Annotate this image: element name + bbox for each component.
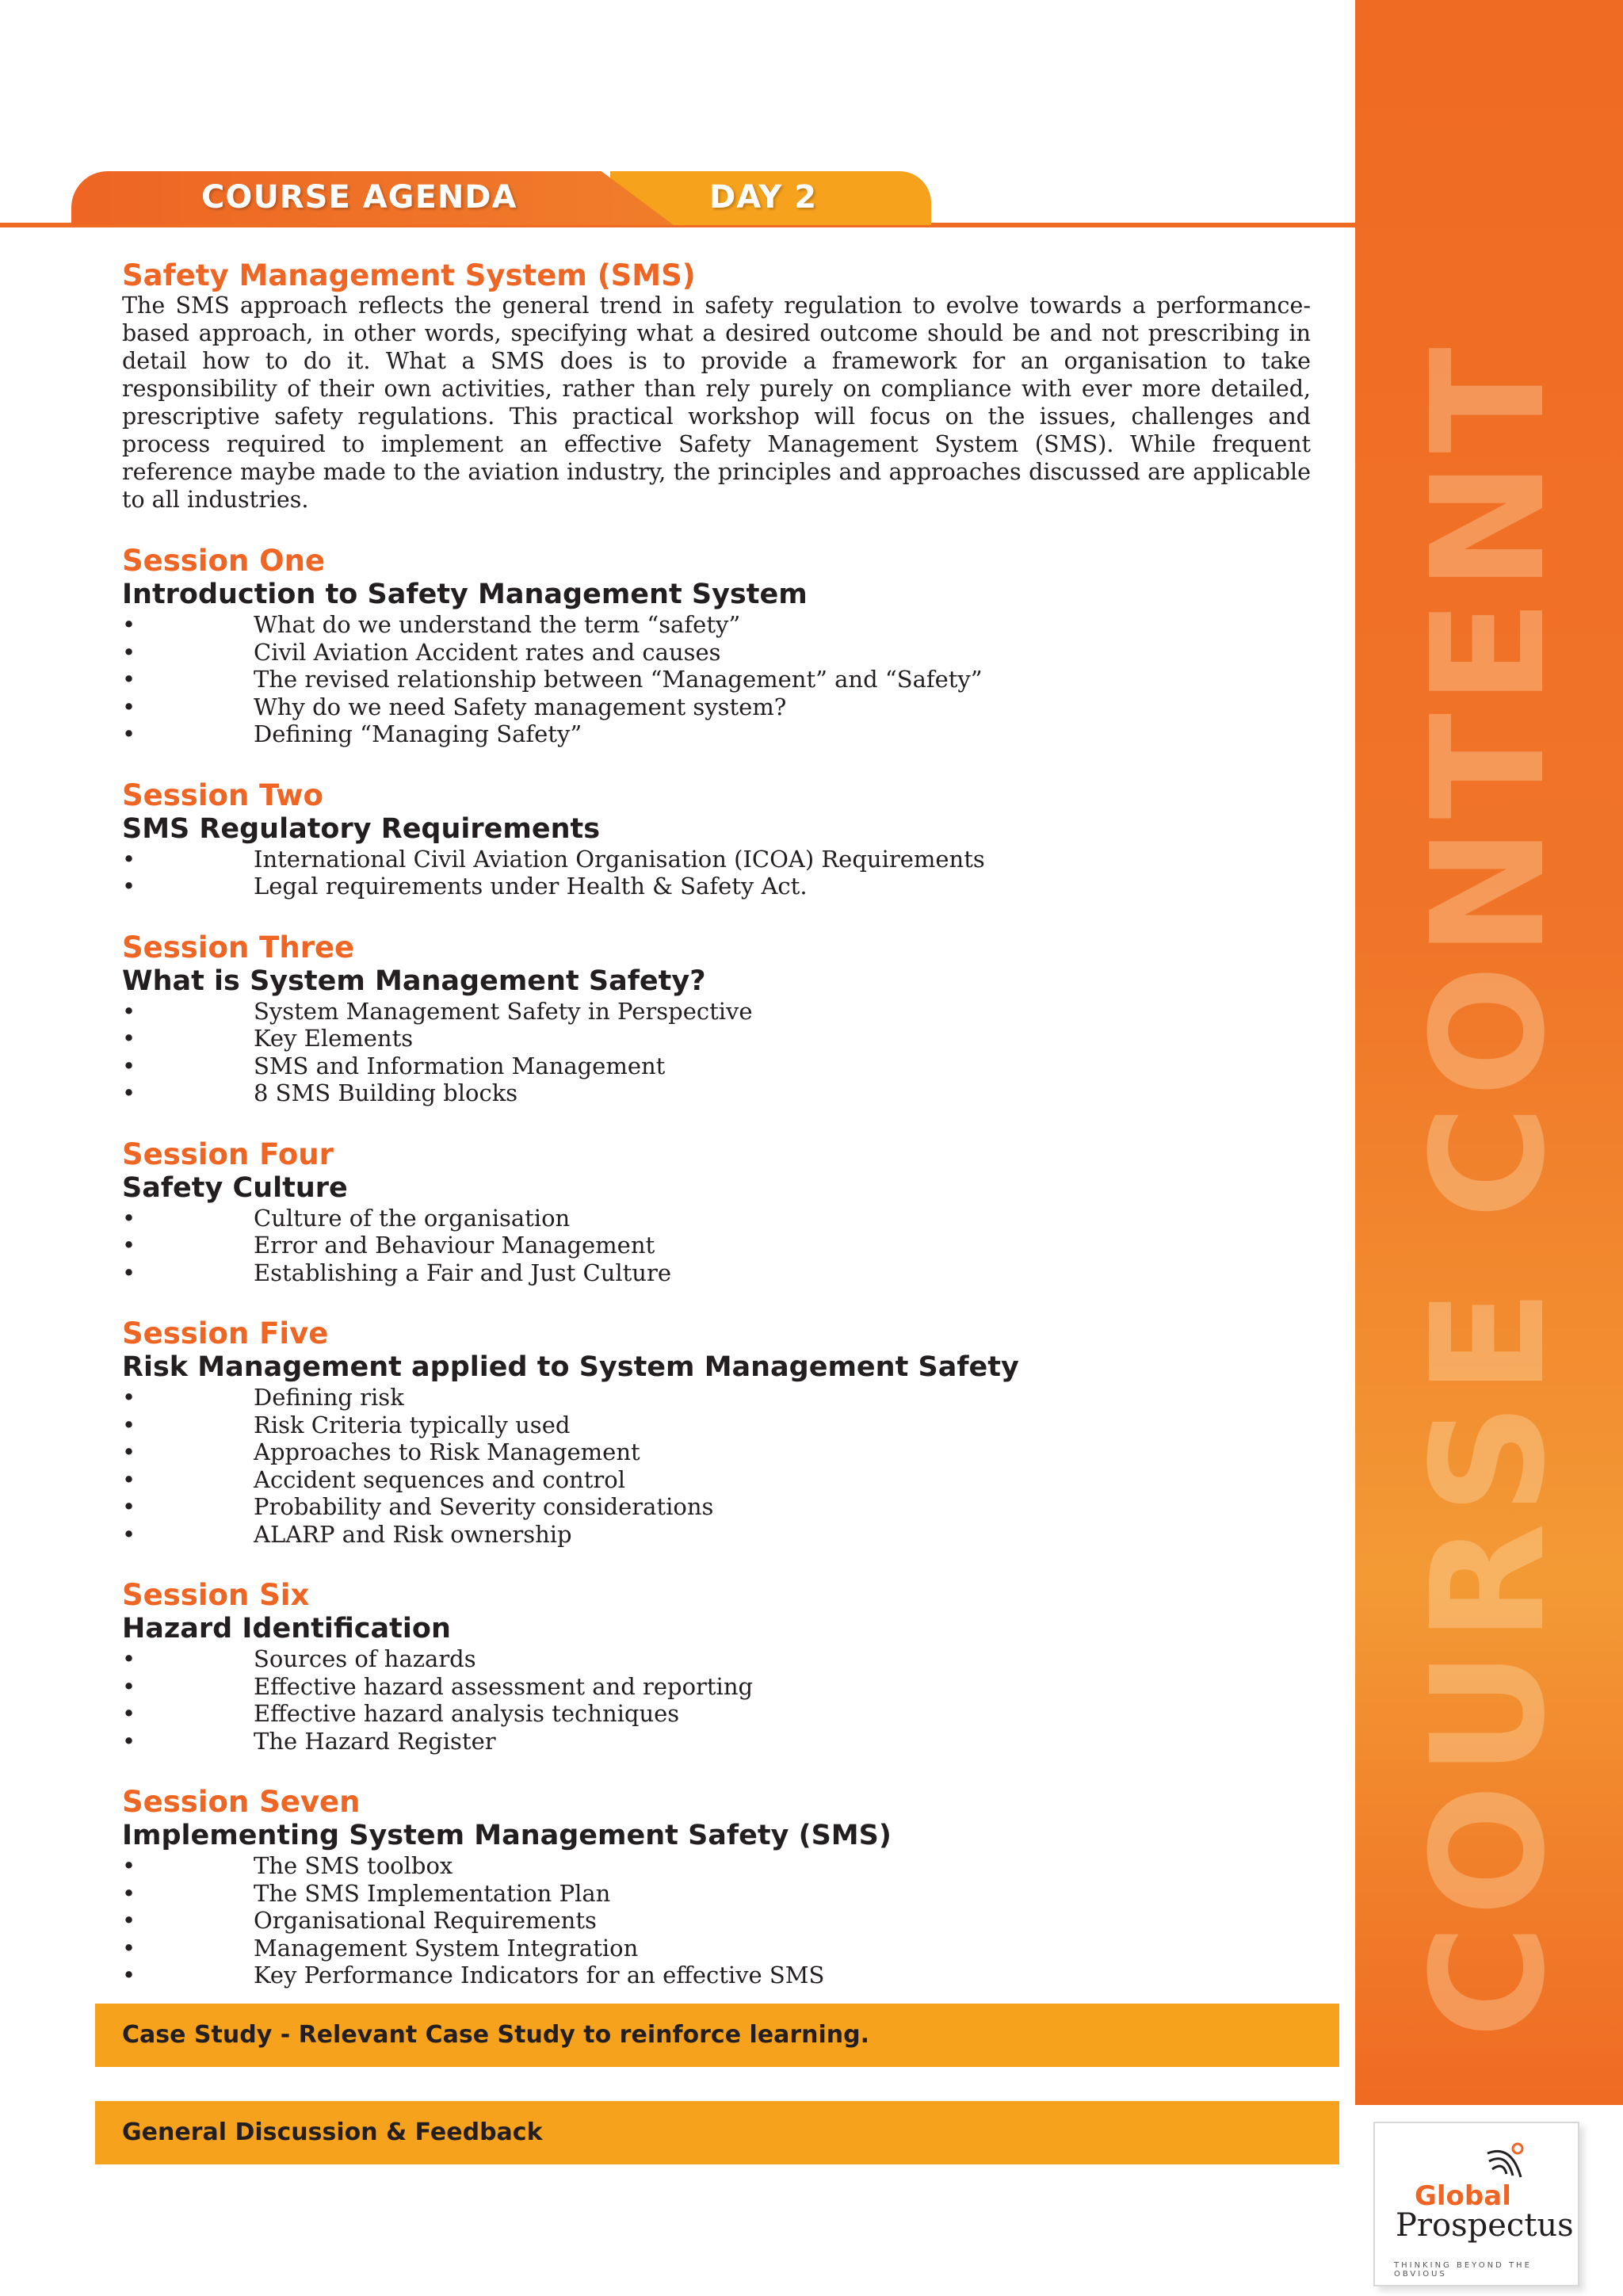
session-title: Session One (122, 544, 326, 578)
topic-text: Effective hazard analysis techniques (254, 1700, 680, 1727)
topic-text: Key Performance Indicators for an effective SMS (254, 1962, 825, 1988)
topic-text: Accident sequences and control (254, 1465, 625, 1493)
topic-list-item (122, 693, 1311, 721)
topic-list-item (122, 1412, 1311, 1439)
topic-list-item (122, 1880, 1311, 1908)
topic-list-item (122, 1852, 1311, 1880)
case-study-bar (95, 2004, 1339, 2067)
topic-list-item (122, 846, 1311, 873)
topic-list-item (122, 1493, 1311, 1521)
session-subtitle: Implementing System Management Safety (SMS) (122, 1820, 892, 1851)
topic-text: Approaches to Risk Management (254, 1438, 640, 1465)
bullet-icon: • (122, 1493, 136, 1520)
topic-text: ALARP and Risk ownership (254, 1520, 572, 1548)
bullet-icon: • (122, 1232, 136, 1259)
bullet-icon: • (122, 1052, 136, 1079)
session-block (122, 1137, 1311, 1287)
topic-list-item (122, 1079, 1311, 1107)
session-title: Session Two (122, 777, 323, 812)
topic-text: The SMS toolbox (254, 1852, 453, 1879)
agenda-label: COURSE AGENDA (201, 179, 517, 216)
topic-text: Defining risk (254, 1384, 404, 1411)
session-topic-list (122, 1205, 1311, 1287)
bullet-icon: • (122, 1934, 136, 1962)
session-subtitle: Safety Culture (122, 1171, 348, 1204)
logo-tagline: THINKING BEYOND THE OBVIOUS (1394, 2261, 1532, 2279)
topic-text: Probability and Severity considerations (254, 1493, 714, 1520)
bullet-icon: • (122, 1907, 136, 1934)
topic-text: Error and Behaviour Management (254, 1232, 655, 1259)
topic-text: Defining “Managing Safety” (254, 720, 582, 747)
topic-text: What do we understand the term “safety” (254, 611, 741, 638)
topic-list-item (122, 611, 1311, 639)
topic-text: System Management Safety in Perspective (254, 997, 753, 1025)
topic-list-item (122, 1962, 1311, 1989)
topic-list-item (122, 1384, 1311, 1412)
bullet-icon: • (122, 1411, 136, 1438)
session-block (122, 1785, 1311, 1989)
session-title: Session Seven (122, 1785, 361, 1819)
session-block (122, 778, 1311, 900)
topic-list-item (122, 1025, 1311, 1052)
discussion-text: General Discussion & Feedback (122, 2118, 543, 2146)
topic-list-item (122, 1205, 1311, 1232)
side-banner-text: COURSE CONTENT (1399, 339, 1579, 2038)
intro-paragraph: The SMS approach reflects the general trend in safety regulation to evolve towards a performance-based approach, in other words, specifying what a desired outcome should be and not prescribing in detail how to do it. What a SMS does is to provide a framework for an organisation to take responsibility of their own activities, rather than rely purely on compliance with ever more detailed, prescriptive safety regulations. This practical workshop will focus on the issues, challenges and process required to implement an effective Safety Management System (SMS). While frequent reference maybe made to the aviation industry, the principles and approaches discussed are applicable to all industries. (122, 292, 1311, 513)
discussion-bar (95, 2101, 1339, 2164)
topic-text: Legal requirements under Health & Safety Act. (254, 873, 808, 900)
session-topic-list (122, 611, 1311, 748)
topic-text: The Hazard Register (254, 1727, 496, 1755)
topic-text: Establishing a Fair and Just Culture (254, 1259, 672, 1286)
session-topic-list (122, 1384, 1311, 1548)
topic-list-item (122, 1052, 1311, 1080)
topic-list-item (122, 666, 1311, 693)
bullet-icon: • (122, 845, 136, 873)
bullet-icon: • (122, 720, 136, 747)
topic-text: The revised relationship between “Management” and “Safety” (254, 666, 983, 693)
bullet-icon: • (122, 1025, 136, 1052)
session-topic-list (122, 1645, 1311, 1755)
logo-global-text: Global (1415, 2180, 1511, 2212)
session-title: Session Five (122, 1316, 329, 1350)
topic-text: Effective hazard assessment and reporting (254, 1672, 754, 1700)
topic-text: Why do we need Safety management system? (254, 693, 787, 720)
session-title: Session Four (122, 1137, 334, 1171)
bullet-icon: • (122, 1645, 136, 1672)
company-logo (1373, 2122, 1579, 2286)
topic-text: Civil Aviation Accident rates and causes (254, 638, 721, 666)
topic-list-item (122, 873, 1311, 900)
signal-arcs-icon (1486, 2137, 1533, 2185)
main-content (122, 258, 1311, 1989)
topic-list-item (122, 1907, 1311, 1935)
bullet-icon: • (122, 1204, 136, 1232)
topic-text: Sources of hazards (254, 1645, 476, 1672)
bullet-icon: • (122, 1727, 136, 1755)
topic-list-item (122, 998, 1311, 1026)
topic-list-item (122, 1438, 1311, 1466)
topic-text: 8 SMS Building blocks (254, 1079, 518, 1106)
bullet-icon: • (122, 666, 136, 693)
topic-list-item (122, 1466, 1311, 1494)
topic-text: The SMS Implementation Plan (254, 1879, 611, 1907)
topic-list-item (122, 1728, 1311, 1755)
bullet-icon: • (122, 693, 136, 720)
bullet-icon: • (122, 1465, 136, 1493)
intro-title: Safety Management System (SMS) (122, 258, 696, 292)
session-title: Session Six (122, 1578, 310, 1612)
topic-list-item (122, 1521, 1311, 1549)
topic-text: Key Elements (254, 1025, 414, 1052)
bullet-icon: • (122, 1259, 136, 1286)
topic-text: Management System Integration (254, 1934, 639, 1962)
session-subtitle: Risk Management applied to System Management Safety (122, 1351, 1019, 1383)
topic-text: Organisational Requirements (254, 1907, 597, 1934)
topic-list-item (122, 1935, 1311, 1962)
topic-text: Risk Criteria typically used (254, 1411, 571, 1438)
session-subtitle: Hazard Identification (122, 1613, 451, 1645)
bullet-icon: • (122, 1520, 136, 1548)
session-subtitle: What is System Management Safety? (122, 965, 706, 997)
session-subtitle: Introduction to Safety Management System (122, 579, 808, 610)
topic-text: Culture of the organisation (254, 1204, 571, 1232)
bullet-icon: • (122, 611, 136, 638)
bullet-icon: • (122, 1438, 136, 1465)
topic-list-item (122, 639, 1311, 667)
session-block (122, 544, 1311, 748)
session-title: Session Three (122, 930, 355, 965)
bullet-icon: • (122, 873, 136, 900)
topic-list-item (122, 1673, 1311, 1701)
topic-list-item (122, 1700, 1311, 1728)
bullet-icon: • (122, 1672, 136, 1700)
topic-list-item (122, 720, 1311, 748)
session-subtitle: SMS Regulatory Requirements (122, 812, 601, 845)
bullet-icon: • (122, 638, 136, 666)
logo-prospectus-text: Prospectus (1396, 2207, 1574, 2244)
day-label: DAY 2 (709, 179, 818, 216)
topic-text: International Civil Aviation Organisation (ICOA) Requirements (254, 845, 985, 873)
bullet-icon: • (122, 1879, 136, 1907)
session-topic-list (122, 846, 1311, 900)
bullet-icon: • (122, 1384, 136, 1411)
session-block (122, 1578, 1311, 1755)
session-topic-list (122, 998, 1311, 1107)
topic-text: SMS and Information Management (254, 1052, 666, 1079)
topic-list-item (122, 1645, 1311, 1673)
session-topic-list (122, 1852, 1311, 1989)
bullet-icon: • (122, 1079, 136, 1106)
bullet-icon: • (122, 1852, 136, 1879)
topic-list-item (122, 1232, 1311, 1259)
bullet-icon: • (122, 1962, 136, 1988)
case-study-text: Case Study - Relevant Case Study to reinforce learning. (122, 2021, 870, 2049)
session-block (122, 930, 1311, 1107)
session-block (122, 1316, 1311, 1548)
bullet-icon: • (122, 1700, 136, 1727)
bullet-icon: • (122, 997, 136, 1025)
sessions-list (122, 544, 1311, 1989)
topic-list-item (122, 1259, 1311, 1287)
